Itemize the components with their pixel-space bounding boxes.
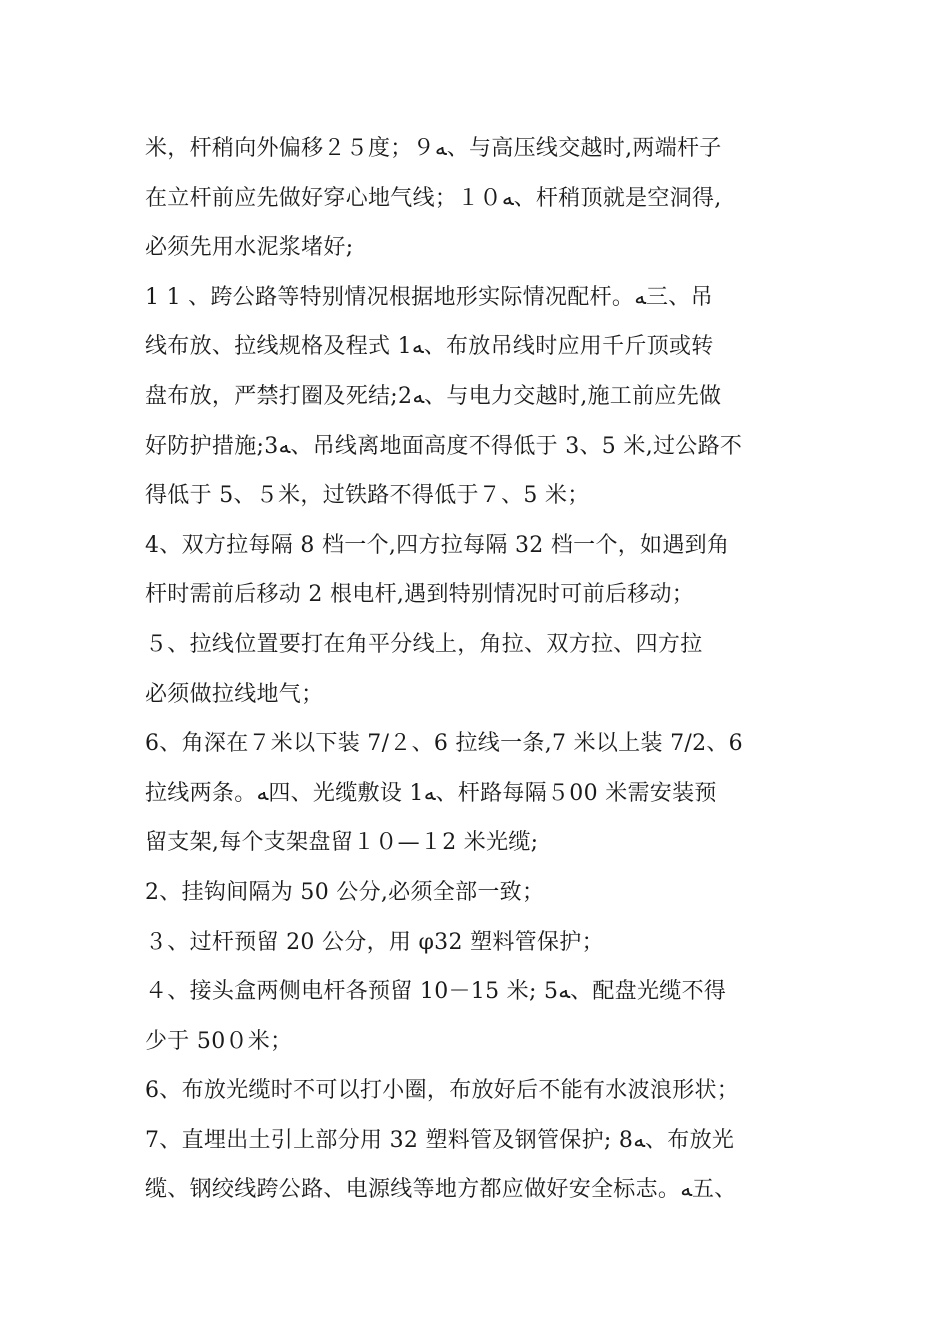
text-line-7: 好防护措施;3ﻪ、吊线离地面高度不得低于 3、5 米,过公路不 (145, 433, 743, 459)
text-line-22: 缆、钢绞线跨公路、电源线等地方都应做好安全标志。ﻪ五、 (145, 1177, 737, 1203)
text-line-2: 在立杆前应先做好穿心地气线；１０ﻪ、杆稍顶就是空洞得, (145, 185, 722, 211)
text-line-14: 拉线两条。ﻪ四、光缆敷设 1ﻪ、杆路每隔５00 米需安装预 (145, 780, 717, 806)
text-line-3: 必须先用水泥浆堵好; (145, 235, 354, 261)
text-line-4: 1 1 、跨公路等特别情况根据地形实际情况配杆。ﻪ三、吊 (145, 284, 713, 310)
text-line-18: ４、接头盒两侧电杆各预留 10－15 米; 5ﻪ、配盘光缆不得 (145, 979, 727, 1005)
text-line-11: ５、拉线位置要打在角平分线上，角拉、双方拉、四方拉 (145, 631, 703, 657)
text-line-8: 得低于 5、５米，过铁路不得低于７、5 米； (145, 483, 590, 509)
document-body (145, 124, 815, 1215)
text-line-20: 6、布放光缆时不可以打小圈，布放好后不能有水波浪形状； (145, 1078, 740, 1104)
text-line-13: 6、角深在７米以下装 7/２、6 拉线一条,7 米以上装 7/2、6 (145, 731, 743, 757)
text-line-12: 必须做拉线地气； (145, 681, 324, 707)
text-line-17: ３、过杆预留 20 公分，用 φ32 塑料管保护； (145, 929, 604, 955)
text-line-1: 米，杆稍向外偏移２５度；９ﻪ、与高压线交越时,两端杆子 (145, 136, 722, 161)
text-line-6: 盘布放，严禁打圈及死结;2ﻪ、与电力交越时,施工前应先做 (145, 383, 722, 409)
text-line-5: 线布放、拉线规格及程式 1ﻪ、布放吊线时应用千斤顶或转 (145, 334, 714, 360)
text-line-15: 留支架,每个支架盘留１０—１2 米光缆; (145, 830, 539, 856)
text-line-10: 杆时需前后移动 2 根电杆,遇到特别情况时可前后移动； (145, 582, 695, 608)
text-line-19: 少于 50０米； (145, 1028, 293, 1054)
text-line-16: 2、挂钩间隔为 50 公分,必须全部一致； (145, 879, 545, 905)
text-line-9: 4、双方拉每隔 8 档一个,四方拉每隔 32 档一个，如遇到角 (145, 532, 730, 558)
text-line-21: 7、直埋出土引上部分用 32 塑料管及钢管保护; 8ﻪ、布放光 (145, 1127, 735, 1153)
